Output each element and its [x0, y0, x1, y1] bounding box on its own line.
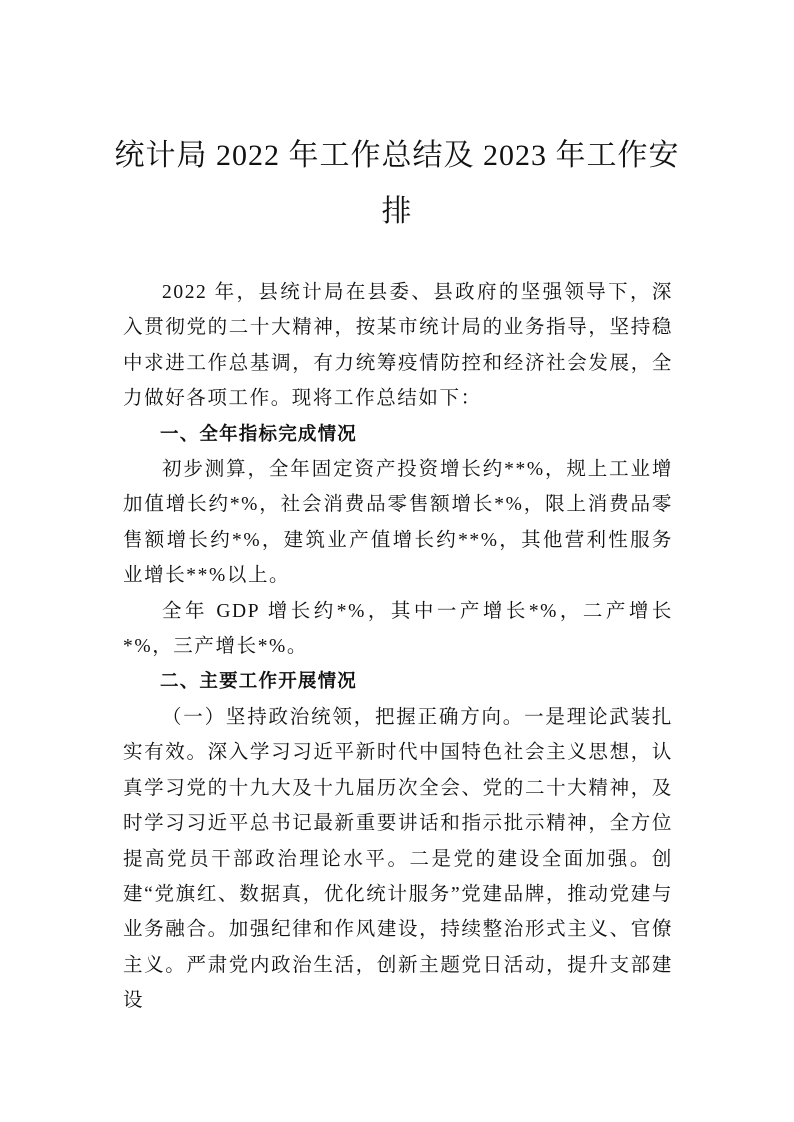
- political-leadership-paragraph: （一）坚持政治统领，把握正确方向。一是理论武装扎实有效。深入学习习近平新时代中国特色社会主义思想，认真学习党的十九大及十九届历次全会、党的二十大精神，及时学习习近平总书记最新重要讲话和指示批示精神，全方位提高党员干部政治理论水平。二是党的建设全面加强。创建“党旗红、数据真，优化统计服务”党建品牌，推动党建与业务融合。加强纪律和作风建设，持续整治形式主义、官僚主义。严肃党内政治生活，创新主题党日活动，提升支部建设: [123, 706, 673, 1012]
- document-title: 统计局 2022 年工作总结及 2023 年工作安排: [114, 139, 680, 228]
- document-body: [123, 275, 673, 1019]
- intro-paragraph: 2022 年，县统计局在县委、县政府的坚强领导下，深入贯彻党的二十大精神，按某市统计局的业务指导，坚持稳中求进工作总基调，有力统筹疫情防控和经济社会发展，全力做好各项工作。现将工作总结如下：: [123, 282, 673, 410]
- indicators-paragraph: 初步测算，全年固定资产投资增长约**%，规上工业增加值增长约*%，社会消费品零售额增长*%，限上消费品零售额增长约*%，建筑业产值增长约**%，其他营利性服务业增长**%以上。: [123, 459, 673, 587]
- gdp-paragraph: 全年 GDP 增长约*%，其中一产增长*%，二产增长*%，三产增长*%。: [123, 600, 673, 658]
- section-heading-main-work: 二、主要工作开展情况: [160, 671, 358, 693]
- section-heading-indicators: 一、全年指标完成情况: [160, 423, 358, 445]
